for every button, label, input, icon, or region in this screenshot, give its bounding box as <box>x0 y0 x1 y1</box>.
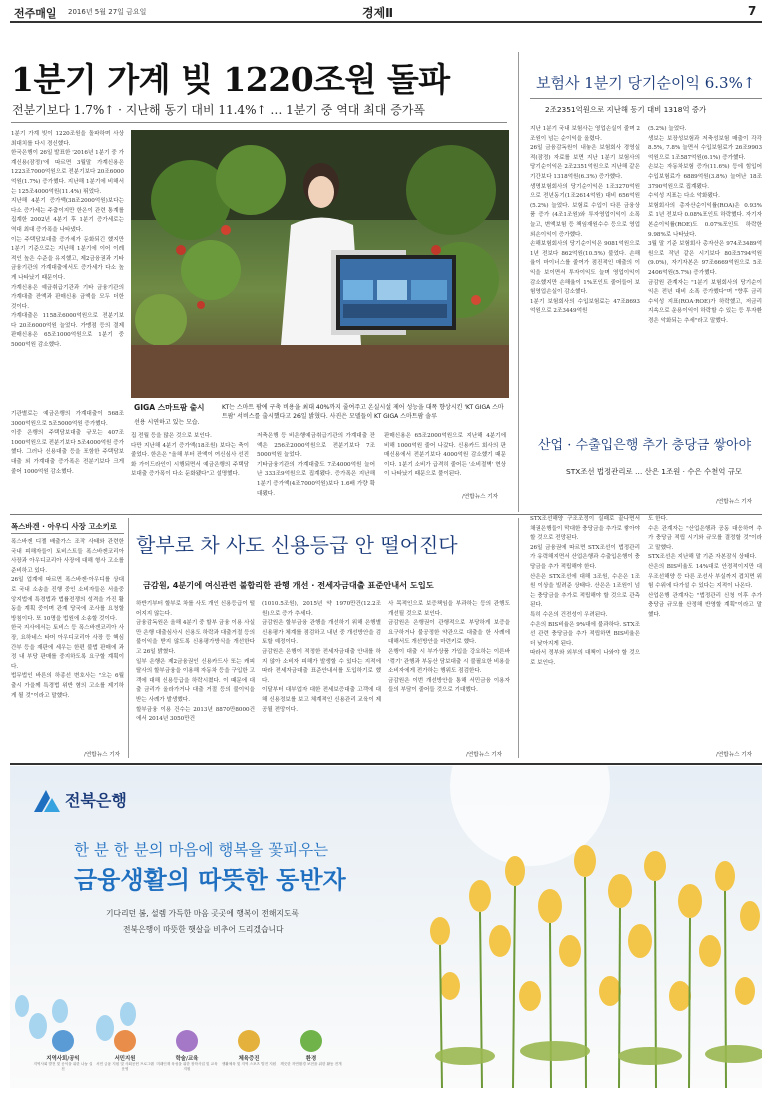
divider-side-brief <box>128 518 129 758</box>
side-brief-rule <box>11 533 124 534</box>
insurance-subhead: 2조2351억원으로 지난해 동기 대비 1318억 증가 <box>545 105 707 114</box>
ad-icon-environment <box>280 1030 342 1067</box>
bank-advertisement <box>10 766 762 1088</box>
ad-icon-sub: 깨끗한 자연환경 보전을 위한 활동 전개 <box>280 1062 342 1066</box>
lead-byline: /연합뉴스 기자 <box>462 494 499 500</box>
ad-body-1: 기다리던 봄, 설렘 가득한 마음 곳곳에 행복이 전해지도록 <box>106 909 300 918</box>
lead-col-3: 집 전월 등을 많은 것으로 보인다. 다만 지난해 4분기 증가액(18조원) 보다는 축이 줄었다. 한은은 "올해 부터 잔액이 여신심사 선진화 가이드라인이 시행되면서 예금은행의 주택담보대출 증가폭이 다소 둔화됐다"고 설명했다. <box>131 433 249 478</box>
ad-icon-education <box>156 1030 218 1072</box>
credit-subhead: 금감원, 4분기에 여신관련 불합리한 관행 개선 · 전세자금대출 표준안내서 도입도 <box>143 580 434 590</box>
ad-icon-community <box>32 1030 94 1072</box>
photo1-tag: GIGA 스마트팜 출시 <box>134 403 205 412</box>
masthead <box>0 0 770 22</box>
bank-name: 전북은행 <box>65 791 127 810</box>
insurance-col-2: (5.2%) 늘었다. 생보는 보장성보험과 저축성보험 매출이 각각 8.5%, 7.8% 늘면서 수입보험료가 26조9903억원으로 1조587억원(6.1%) 증가했다. 손보는 자동차보험 증가(11.6%) 등에 힘입어 수입보험료가 6889억원(3.8%) 늘어난 18조3790억원으로 집계됐다. 수익성 지표는 다소 악화됐다. 보험회사의 총자산순이익률(ROA)은 0.93%로 1년 전보다 0.08%포인트 하락했다. 자기자본순이익률(ROE)도 0.07%포인트 하락한 9.98%로 나타났다. 3월 말 기준 보험회사 총자산은 974조3489억원으로 작년 같은 시기보다 80조5794억원(9.0%), 자기자본은 97조6669억원으로 5조2406억원(5.7%) 증가했다. 금감원 관계자는 "1분기 보험회사의 당기순이익은 전년 대비 소폭 증가했다"며 "향후 금리 수익성 지표(ROA·ROE)가 하락했고, 저금리 지속으로 운용이익이 하락할 수 있는 등 투자환경은 악화되는 추세"라고 말했다. <box>648 126 762 324</box>
ad-icon-sub: 미래인재 육성을 위한 장학사업 및 교육 지원 <box>156 1062 218 1071</box>
ad-icon-sub: 서민 금융 지원 및 사회공헌 프로그램 운영 <box>96 1062 154 1071</box>
ad-icon-label: 지역사회/공익 <box>46 1056 80 1062</box>
industry-byline: /연합뉴스 기자 <box>716 752 753 758</box>
industry-col-1: STX조선해양 구조조정이 실패로 끝나면서 채권은행들이 막대한 충당금을 추가로 쌓아야 할 것으로 전망된다. 26일 금융권에 따르면 STX조선이 법정관리가 유력해지면서 산업은행과 수출입은행이 충당금을 추가 적립해야 한다. 산은은 STX조선에 대해 3조원, 수은은 1조원 이상을 빌려준 상태다. 산은은 1조원이 넘는 충당금을 추가로 적립해야 할 것으로 관측된다. 특히 수은의 건전성이 우려된다. 수은의 BIS비율은 9%대에 불과하다. STX조선 관련 충당금을 추가 적립하면 BIS비율은 더 낮아지게 된다. 따라서 정부와 외부의 대책이 나와야 할 것으로 보인다. <box>530 516 640 666</box>
lead-sub-rule <box>11 122 507 123</box>
side-brief-body: 폭스바겐 디젤 배출가스 조작 사태와 관련한 국내 피해자들이 토비스트들 폭스바겐코리아 사장과 아우디코리아 사장에 대해 형사 고소를 준비하고 있다. 26일 업계에 따르면 폭스바겐·아우디를 상대로 국내 소송을 진행 중인 소비자들은 서울중앙지법에 특경법과 법률전쟁의 성격을 가진 활동을 계획 중이며 관계 당국에 조사를 요청할 방침이다. 또 10명을 법원에 소송할 것이다. 한국 지사에서는 토비스 등 폭스바겐코리아 사장, 요하네스 타머 아우디코리아 사장 등 핵심 간부 등을 재판에 세우는 한편 불법 판매에 과정 내 부당 판매를 중지하도록 요구할 계획이다. 법무법인 바른의 하종선 변호사는 "오는 6월 출시 가을께 특경법 위반 혐의 고소를 제기하게 될 것"이라고 말했다. <box>11 539 124 699</box>
photo1-tag-sub: 선용 시연하고 있는 모습. <box>134 419 200 426</box>
insurance-rule <box>530 98 762 99</box>
ad-slogan-2: 금융생활의 따뜻한 동반자 <box>74 866 346 894</box>
support-icon <box>114 1030 136 1052</box>
divider-ad-top <box>10 763 762 765</box>
industry-subhead: STX조선 법정관리로 … 산은 1조원 · 수은 수천억 규모 <box>566 467 743 476</box>
ad-icon-sub: 지역사회 발전 및 공익을 위한 나눔 실천 <box>33 1062 93 1071</box>
bank-logo-icon <box>32 788 62 814</box>
ad-icon-label: 체육증진 <box>238 1056 260 1062</box>
side-brief-byline: /연합뉴스 기자 <box>84 752 121 758</box>
smartfarm-photo <box>131 130 509 398</box>
photo1-caption: KT는 스마트 팜에 구축 비용을 최대 40%까지 줄여주고 온실시설 제어 성능을 대폭 향상시킨 'KT GIGA 스마트팜' 서비스를 출시했다고 26일 밝혔다. 사진은 모델들이 KT GIGA 스마트팜 솔루 <box>222 404 504 420</box>
lead-subhead: 전분기보다 1.7%↑ · 지난해 동기 대비 11.4%↑ … 1분기 중 역대 최대 증가폭 <box>12 103 425 117</box>
sports-icon <box>238 1030 260 1052</box>
environment-icon <box>300 1030 322 1052</box>
insurance-byline: /연합뉴스 기자 <box>716 499 753 505</box>
lead-col-5: 판매신용은 65조2000억원으로 지난해 4분기에 비해 1000억원 줄어 나갔다. 신용카드 회사의 판매신용에서 전분기보다 4000억원 감소했기 때문이다. 1분기 소비가 급격히 줄어든 '소비절벽' 현상이 나타났기 때문으로 풀이된다. <box>384 433 506 478</box>
ad-icon-label: 학술/교육 <box>175 1056 199 1062</box>
industry-col-2: 도 한다. 수은 관계자는 "산업은행과 공동 대응하여 추가 충당금 적립 시기와 규모를 결정할 것"이라고 말했다. STX조선은 지난해 말 기준 자본잠식 상태다. 산은의 BIS비율도 14%대로 안정적이지만 대우조선해양 등 다른 조선사 부실까지 겹치면 위험 수위에 다가설 수 있다는 지적이 나온다. 산업은행 관계자는 "법정관리 신청 이후 추가 충당금 규모를 산정해 반영할 계획"이라고 말했다. <box>648 516 762 618</box>
ad-icon-row <box>32 1030 342 1082</box>
credit-col-3: 사 목적인으로 보증책임을 부과하는 등의 관행도 개선될 것으로 보인다. 금감원은 은행권이 관행적으로 부당하게 보증을 요구하거나 불공정한 약관으로 대출을 한 사례에 대해서도 개선방안을 마련키로 했다. 은행이 대출 시 부가상품 가입을 강요하는 이른바 '꺾기' 관행과 부동산 담보대출 시 불필요한 비용을 소비자에게 전가하는 행위도 점검한다. 금감원은 이번 개선방안을 통해 서민금융 이용자들의 부담이 줄어들 것으로 기대했다. <box>388 601 510 694</box>
education-icon <box>176 1030 198 1052</box>
divider-credit-industry <box>518 518 519 758</box>
ad-icon-label: 환경 <box>305 1056 317 1062</box>
side-brief-title: 폭스바겐 · 아우디 사장 고소키로 <box>11 522 117 531</box>
lead-col-4: 저축은행 등 비은행예금취급기관의 가계대출 잔액은 256조2000억원으로 전분기보다 7조5000억원 늘었다. 기타금융기관의 가계대출도 7조4000억원 늘어난 333조9억원으로 집계됐다. 증가폭은 지난해 1분기 증가액(4조7000억원)보다 1.6배 가량 확대됐다. <box>257 433 375 497</box>
ad-icon-sub: 생활체육 및 지역 스포츠 발전 지원 <box>221 1062 277 1066</box>
insurance-col-1: 지난 1분기 국내 보험사는 영업손실이 줄며 2조원이 넘는 순이익을 올렸다. 26일 금융감독원이 내놓은 보험회사 경영실적(잠정) 자료를 보면 지난 1분기 보험사의 당기순이익은 2조2351억원으로 지난해 같은 기간보다 1318억원(6.3%) 증가했다. 생명보험회사의 당기순이익은 1조3270억원으로 전년동기(1조2614억원) 대비 656억원(5.2%) 늘었다. 보험료 수입이 다른 금융상품 증가 (4조1조원)와 투자영업이익이 소폭 늘고, 변액보험 등 책임재원수수 등으로 영업외손이익이 증가했다. 손해보험회사의 당기순이익은 9081억원으로 1년 전보다 862억원(10.5%) 불었다. 손해율이 마이너스를 줄여가 점진적인 매출의 이익을 보이면서 투자이익도 늘며 영업이익이 감소했지만 손해율이 1%포인트 줄어들어 보험영업손실이 감소했다. 1분기 보험회사의 수입보험료는 47조8693억원으로 2조3449억원 <box>530 126 640 315</box>
credit-col-2: (1010.5조원), 2015년 약 1970만건(12.2조원)으로 증가 추세다. 금감원은 할부금융 관행을 개선하기 위해 은행별 신용평가 체계를 점검하고 내년 중 개선방안을 검토할 예정이다. 금감원은 은행이 적정한 전세자금대출 안내를 하지 않아 소비자 피해가 발생할 수 있다는 지적에 따라 전세자금대출 표준안내서를 도입하기로 했다. 이달부터 대부업자 대한 전세보증대출 고객에 대해 신용정보를 보고 체계적인 신용관리 교육이 제공될 전망이다. <box>262 601 381 713</box>
divider-lead-right <box>518 52 519 512</box>
industry-headline: 산업 · 수출입은행 추가 충당금 쌓아야 <box>538 438 752 453</box>
ad-icon-support <box>94 1030 156 1072</box>
section-name: 경제Ⅱ <box>362 6 394 20</box>
bank-logo <box>32 786 192 816</box>
ad-body-2: 전북은행이 따뜻한 햇살을 비추어 드리겠습니다 <box>123 925 284 934</box>
credit-headline: 할부로 차 사도 신용등급 안 떨어진다 <box>136 533 458 557</box>
ad-icon-sports <box>218 1030 280 1067</box>
lead-col-1: 1분기 가계 빚이 1220조원을 돌파하며 사상 최대치를 다시 경신했다. 한국은행이 26일 발표한 '2016년 1분기 중 가계신용(잠정)'에 따르면 3월말 가계신용은 1223조7000억원으로 전분기보다 20조6000억원(1.7%) 증가했다. 지난해 1분기에 비해서는 125조4000억원(11.4%) 뛰었다. 지난해 4분기 증가액(38조2000억원)보다는 다소 증가세는 주춤이지만 한은이 관련 통계를 집계한 2002년 4분기 후 1분기 증가세로는 역대 최대 증가폭을 나타냈다. 이는 주택담보대출 증가세가 둔화되긴 했지만 1분기 기준으로는 지난해 1분기에 이어 이례적인 높은 수준을 유지했고, 제2금융권과 기타금융기관의 가계대출에서도 증가세가 다소 높게 나타났기 때문이다. 가계신용은 예금취급기관과 기타 금융기관의 가계대출 잔액과 판매신용 금액을 모두 더한 것이다. 가계대출은 1158조6000억원으로 전분기보다 20조6000억원 늘었다. 가맹점 등의 결제 판매신용은 65조1000억원으로 1분기 중 5000억원 감소했다. <box>11 131 124 349</box>
page-number: 7 <box>748 4 757 18</box>
credit-col-1: 하반기부터 할부로 차를 사도 개인 신용등급이 떨어지지 않는다. 금융감독원은 올해 4분기 중 할부 금융 이용 사실만 은행 대출심사시 신용도 하락과 대출거절 등의 불이익을 받지 않도록 신용평가방식을 개선한다고 26일 밝혔다. 일부 은행은 제2금융권인 신용카드사 또는 캐피탈사의 할부금융을 이용해 자동차 등을 구입한 고객에 대해 신용등급을 하락시켰다. 이 때문에 대출 금리가 올라가거나 대출 거절 등의 불이익을 받는 사례가 발생했다. 할부금융 이용 건수는 2013년 8870만8000건에서 2014년 3050만건 <box>136 601 255 723</box>
ad-icon-label: 서민지원 <box>114 1056 136 1062</box>
lead-col-2: 기관별로는 예금은행의 가계대출이 568조3000억원으로 5조5000억원 증가했다. 이중 은행의 주택담보대출 규모는 407조1000억원으로 전분기보다 5조4000억원 증가했다. 그러나 신용대출 등을 포함한 주택담보대출 외 가계대출 증가폭은 전분기보다 크게 줄어 1000억원 감소했다. <box>11 411 124 475</box>
ad-slogan-1: 한 분 한 분의 마음에 행복을 꽃피우는 <box>74 841 329 859</box>
farm-illustration <box>131 130 509 398</box>
lead-headline: 1분기 가계 빚 1220조원 돌파 <box>11 60 450 99</box>
masthead-rule <box>10 21 762 23</box>
community-icon <box>52 1030 74 1052</box>
credit-byline: /연합뉴스 기자 <box>466 752 503 758</box>
paper-name: 전주매일 <box>14 7 57 20</box>
issue-date: 2016년 5월 27일 금요일 <box>68 8 147 16</box>
insurance-headline: 보험사 1분기 당기순이익 6.3%↑ <box>536 74 756 92</box>
